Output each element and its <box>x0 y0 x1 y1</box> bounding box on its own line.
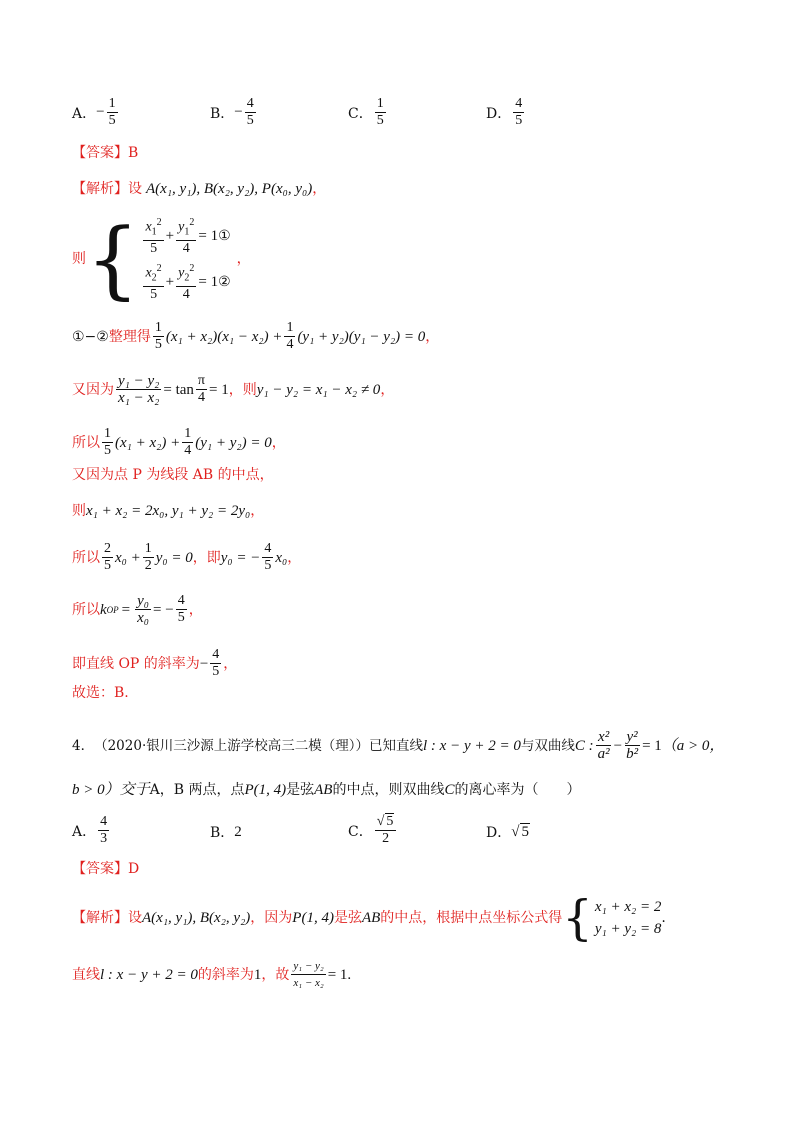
q4-solution-line-1: 【解析】 设 A(x₁, y₁), B(x₂, y₂) ，因为 P(1, 4) 是弦 AB 的中点，根据中点坐标公式得 { x₁ + x₂ = 2 y₁ + y₂ = 8 . <box>72 890 666 946</box>
option-a: A． $\frac{4}{3}$ <box>72 814 108 846</box>
solution-line-10: 即直线 OP 的斜率为 − $\frac{4}{5}$ ， <box>72 647 238 679</box>
fraction: $\frac{4}{5}$ <box>246 96 254 128</box>
equation-2: $\frac{x_2^2}{5}$ + $\frac{y_2^2}{4}$ = 1 ② <box>145 262 231 303</box>
option-d: D． $\frac{4}{5}$ <box>486 96 523 128</box>
option-d: D． √ 5 <box>486 823 529 841</box>
q4-solution-line-2: 直线 l : x − y + 2 = 0 的斜率为 1 ，故 $\frac{\text{y₁ − y₂}}{\text{x₁ − x₂}}$ = 1. <box>72 960 352 989</box>
solution-line-1: 【解析】 设 A(x₁, y₁), B(x₂, y₂), P(x₀, y₀) ， <box>72 181 327 197</box>
left-brace: { <box>86 210 140 308</box>
equation-1: $\frac{x_1^2}{5}$ + $\frac{y_1^2}{4}$ = 1 ① <box>145 216 231 257</box>
solution-line-9: 所以 k OP = $\frac{\text{y₀}}{\text{x₀}}$ = − $\frac{4}{5}$ ， <box>72 593 203 626</box>
question-4-line-1: 4． （2020·银川三沙源上游学校高三二模（理））已知直线 l : x − y + 2 = 0 与双曲线 C : $\frac{\text{x²}}{\text{a²}}$ − $\frac{\text{y²}}{\text{b²}}$ = 1 （a > 0， <box>72 729 725 762</box>
fraction: $\frac{1}{5}$ <box>108 96 116 128</box>
option-b: B． 2 <box>210 823 242 841</box>
solution-line-5: 所以 $\frac{1}{5}$ (x₁ + x₂) + $\frac{1}{4}$ (y₁ + y₂) = 0 ， <box>72 426 286 458</box>
solution-line-8: 所以 $\frac{2}{5}$ x₀ + $\frac{1}{2}$ y₀ = 0 ，即 y₀ = − $\frac{4}{5}$ x₀ ， <box>72 541 302 573</box>
fraction: $\frac{1}{5}$ <box>376 96 384 128</box>
fraction: $\frac{4}{5}$ <box>515 96 523 128</box>
solution-line-3: ①−② 整理得 $\frac{1}{5}$ (x₁ + x₂)(x₁ − x₂) + $\frac{1}{4}$ (y₁ + y₂)(y₁ − y₂) = 0 ， <box>72 320 440 352</box>
option-c: C． $\frac{1}{5}$ <box>348 96 384 128</box>
solution-line-7: 则 x₁ + x₂ = 2x₀, y₁ + y₂ = 2y₀ ， <box>72 503 265 519</box>
left-brace: { <box>562 890 593 946</box>
solution-line-11: 故选：B. <box>72 685 129 701</box>
question-4-line-2: b > 0）交于 A，B 两点，点 P(1, 4) 是弦 AB 的中点，则双曲线 C 的离心率为（ ） <box>72 782 581 798</box>
answer-line: 【答案】 B <box>72 145 139 161</box>
option-a: A． − $\frac{1}{5}$ <box>72 96 116 128</box>
equation-system: 则 { $\frac{x_1^2}{5}$ + $\frac{y_1^2}{4}$ = 1 ① $\frac{x_2^2}{5}$ + $\frac{y_2^2}{4}$ = 1 ② ， <box>72 210 251 308</box>
solution-line-4: 又因为 $\frac{\text{y₁ − y₂}}{\text{x₁ − x₂}}$ = tan $\frac{\pi}{4}$ = 1 ，则 y₁ − y₂ = x₁ − x₂ ≠ 0 ， <box>72 373 395 406</box>
option-c: C． $\frac{√ 5}{2}$ <box>348 814 398 847</box>
solution-line-6: 又因为点 P 为线段 AB 的中点， <box>72 467 274 483</box>
option-b: B． − $\frac{4}{5}$ <box>210 96 254 128</box>
answer-line: 【答案】 D <box>72 861 140 877</box>
